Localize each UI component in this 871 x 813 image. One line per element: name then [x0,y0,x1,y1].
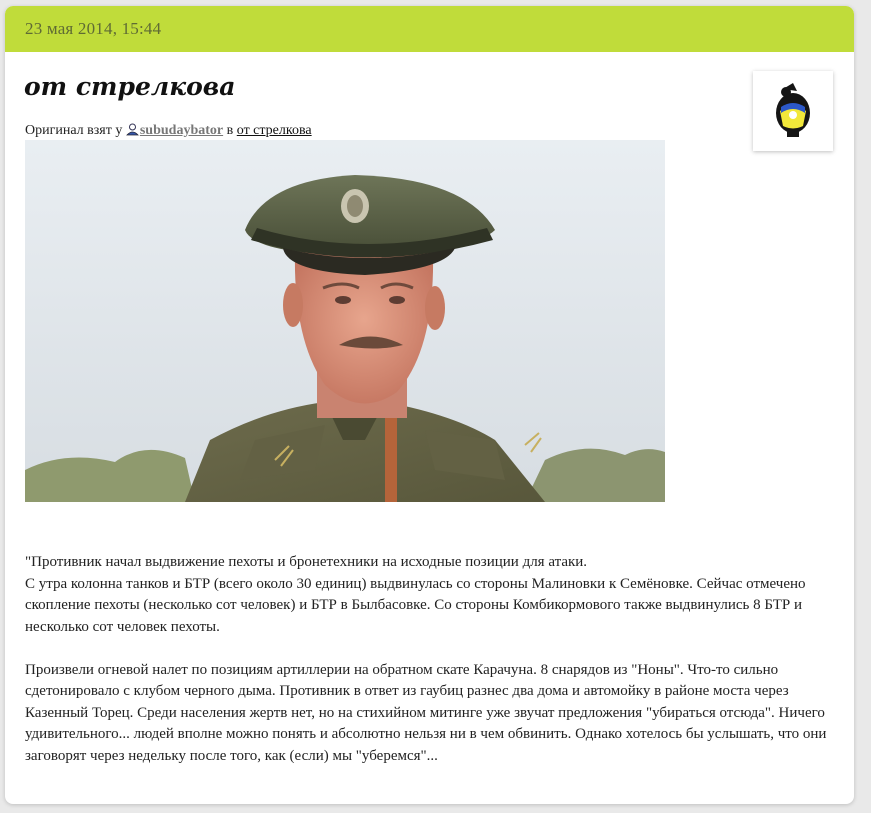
post-photo [25,140,665,502]
post-line: Произвели огневой налет по позициям артиллерии на обратном скате Карачуна. 8 снарядов из "Ноны". Что-то сильно сдетонировало с клубом черного дыма. Противник в ответ из гаубиц разнес два дома и автомойку в районе моста через Казенный Торец. Среди населения жертв нет, но на стихийном митинге уже звучат предложения "убираться отсюда". Ничего удивительного... людей вполне можно понять и абсолютно нельзя ни в чем обвинить. Однако хотелось бы услышать, что они заговорят через недельку после того, как (если) мы "уберемся"... [25,661,827,764]
byline-journal-link[interactable]: от стрелкова [236,123,312,138]
post-card [5,6,854,804]
post-line: "Противник начал выдвижение пехоты и бронетехники на исходные позиции для атаки. [25,554,588,570]
byline-middle: в [226,123,234,138]
post-paragraph [25,660,845,768]
byline-prefix: Оригинал взят у [25,123,123,138]
post-title[interactable]: от стрелкова [24,72,236,101]
post-date: 23 мая 2014, 15:44 [25,19,162,38]
post-line: С утра колонна танков и БТР (всего около 30 единиц) выдвинулась со стороны Малиновки к Семёновке. Сейчас отмечено скопление пехоты (несколько сот человек) и БТР в Былбасовке. Со стороны Комбикормового также выдвинулись 8 БТР и несколько сот человек пехоты. [25,575,806,635]
journal-userpic-icon [753,71,833,151]
byline-user-link[interactable]: subudaybator [139,123,224,138]
post-body [25,552,845,789]
post-paragraph [25,552,845,638]
post-date-bar [5,6,854,52]
repost-byline [25,123,312,141]
journal-userpic[interactable] [753,71,833,151]
user-icon[interactable] [126,123,139,141]
